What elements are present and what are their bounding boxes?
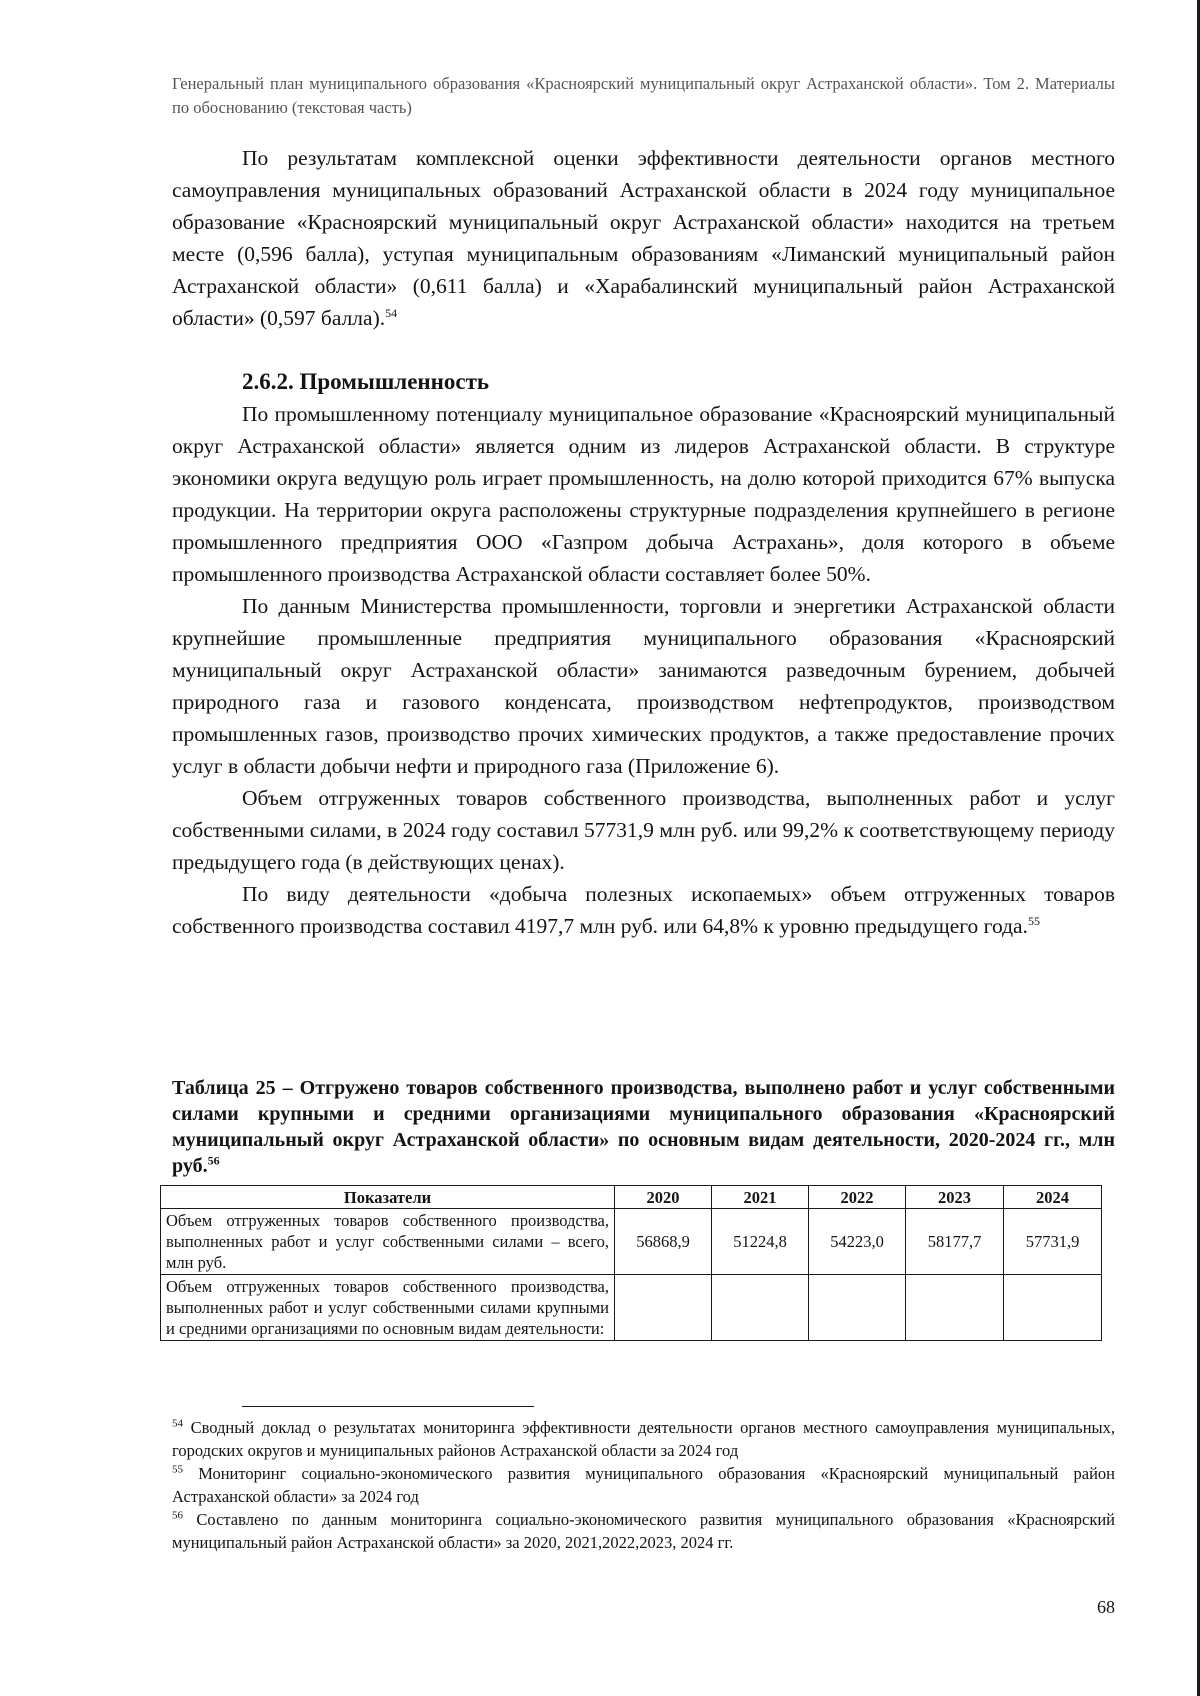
footnote-text: Мониторинг социально-экономического развития муниципального образования «Красноярский муниципальный район Астраханской области» за 2024 год xyxy=(172,1464,1115,1506)
cell-value xyxy=(712,1275,809,1341)
footnote-54 xyxy=(172,1416,1115,1462)
paragraph-mining-text: По виду деятельности «добыча полезных ископаемых» объем отгруженных товаров собственного производства составил 4197,7 млн руб. или 64,8% к уровню предыдущего года. xyxy=(172,882,1115,938)
table-row xyxy=(161,1209,1102,1275)
table-header-row xyxy=(161,1186,1102,1209)
cell-value xyxy=(809,1275,906,1341)
paragraph-industrial-potential: По промышленному потенциалу муниципальное образование «Красноярский муниципальный округ Астраханской области» является одним из лидеров Астраханской области. В структуре экономики округа ведущую роль играет промышленность, на долю которой приходится 67% выпуска продукции. На территории округа расположены структурные подразделения крупнейшего в регионе промышленного предприятия ООО «Газпром добыча Астрахань», доля которого в объеме промышленного производства Астраханской области составляет более 50%. xyxy=(172,402,1115,586)
footnote-ref-54[interactable]: 54 xyxy=(385,305,398,320)
footnote-56 xyxy=(172,1508,1115,1554)
header-year-2020: 2020 xyxy=(615,1186,712,1209)
cell-value: 51224,8 xyxy=(712,1209,809,1275)
footnote-mark: 56 xyxy=(172,1509,183,1522)
footnote-text: Сводный доклад о результатах мониторинга эффективности деятельности органов местного самоуправления муниципальных, городских округов и муниципальных районов Астраханской области за 2024 год xyxy=(172,1418,1115,1460)
header-year-2021: 2021 xyxy=(712,1186,809,1209)
table-row xyxy=(161,1275,1102,1341)
header-year-2023: 2023 xyxy=(906,1186,1004,1209)
table-caption xyxy=(172,1075,1115,1179)
footnote-mark: 54 xyxy=(172,1417,183,1430)
footnote-separator xyxy=(242,1406,534,1407)
footnote-text: Составлено по данным мониторинга социально-экономического развития муниципального образования «Красноярский муниципальный район Астраханской области» за 2020, 2021,2022,2023, 2024 гг. xyxy=(172,1510,1115,1552)
paragraph-largest-enterprises: По данным Министерства промышленности, торговли и энергетики Астраханской области крупнейшие промышленные предприятия муниципального образования «Красноярский муниципальный округ Астраханской области» занимаются разведочным бурением, добычей природного газа и газового конденсата, производством нефтепродуктов, производством промышленных газов, производство прочих химических продуктов, а также предоставление прочих услуг в области добычи нефти и природного газа (Приложение 6). xyxy=(172,594,1115,778)
section-body xyxy=(172,398,1115,942)
paragraph-mining xyxy=(172,878,1115,942)
header-year-2022: 2022 xyxy=(809,1186,906,1209)
cell-value xyxy=(1004,1275,1102,1341)
paragraph-shipped-volume: Объем отгруженных товаров собственного производства, выполненных работ и услуг собственными силами, в 2024 году составил 57731,9 млн руб. или 99,2% к соответствующему периоду предыдущего года (в действующих ценах). xyxy=(172,786,1115,874)
cell-value xyxy=(615,1275,712,1341)
data-table xyxy=(160,1185,1102,1341)
section-heading: 2.6.2. Промышленность xyxy=(242,369,490,394)
table-caption-text: Таблица 25 – Отгружено товаров собственного производства, выполнено работ и услуг собственными силами крупными и средними организациями муниципального образования «Красноярский муниципальный округ Астраханской области» по основным видам деятельности, 2020-2024 гг., млн руб. xyxy=(172,1077,1115,1177)
row-label: Объем отгруженных товаров собственного производства, выполненных работ и услуг собственными силами крупными и средними организациями по основным видам деятельности: xyxy=(161,1275,615,1341)
running-header: Генеральный план муниципального образования «Красноярский муниципальный округ Астраханской области». Том 2. Материалы по обоснованию (текстовая часть) xyxy=(172,74,1115,117)
header-year-2024: 2024 xyxy=(1004,1186,1102,1209)
intro-section xyxy=(172,142,1115,334)
header-indicators: Показатели xyxy=(161,1186,615,1209)
cell-value: 58177,7 xyxy=(906,1209,1004,1275)
footnote-ref-56[interactable]: 56 xyxy=(207,1153,220,1168)
row-label: Объем отгруженных товаров собственного производства, выполненных работ и услуг собственными силами – всего, млн руб. xyxy=(161,1209,615,1275)
footnote-ref-55[interactable]: 55 xyxy=(1027,913,1040,928)
intro-paragraph xyxy=(172,142,1115,334)
page-number: 68 xyxy=(1097,1597,1115,1617)
cell-value: 56868,9 xyxy=(615,1209,712,1275)
footnote-mark: 55 xyxy=(172,1463,183,1476)
footnote-55 xyxy=(172,1462,1115,1508)
footnotes xyxy=(172,1416,1115,1554)
intro-paragraph-text: По результатам комплексной оценки эффективности деятельности органов местного самоуправления муниципальных образований Астраханской области в 2024 году муниципальное образование «Красноярский муниципальный округ Астраханской области» находится на третьем месте (0,596 балла), уступая муниципальным образованиям «Лиманский муниципальный район Астраханской области» (0,611 балла) и «Харабалинский муниципальный район Астраханской области» (0,597 балла). xyxy=(172,146,1115,330)
cell-value xyxy=(906,1275,1004,1341)
cell-value: 54223,0 xyxy=(809,1209,906,1275)
cell-value: 57731,9 xyxy=(1004,1209,1102,1275)
